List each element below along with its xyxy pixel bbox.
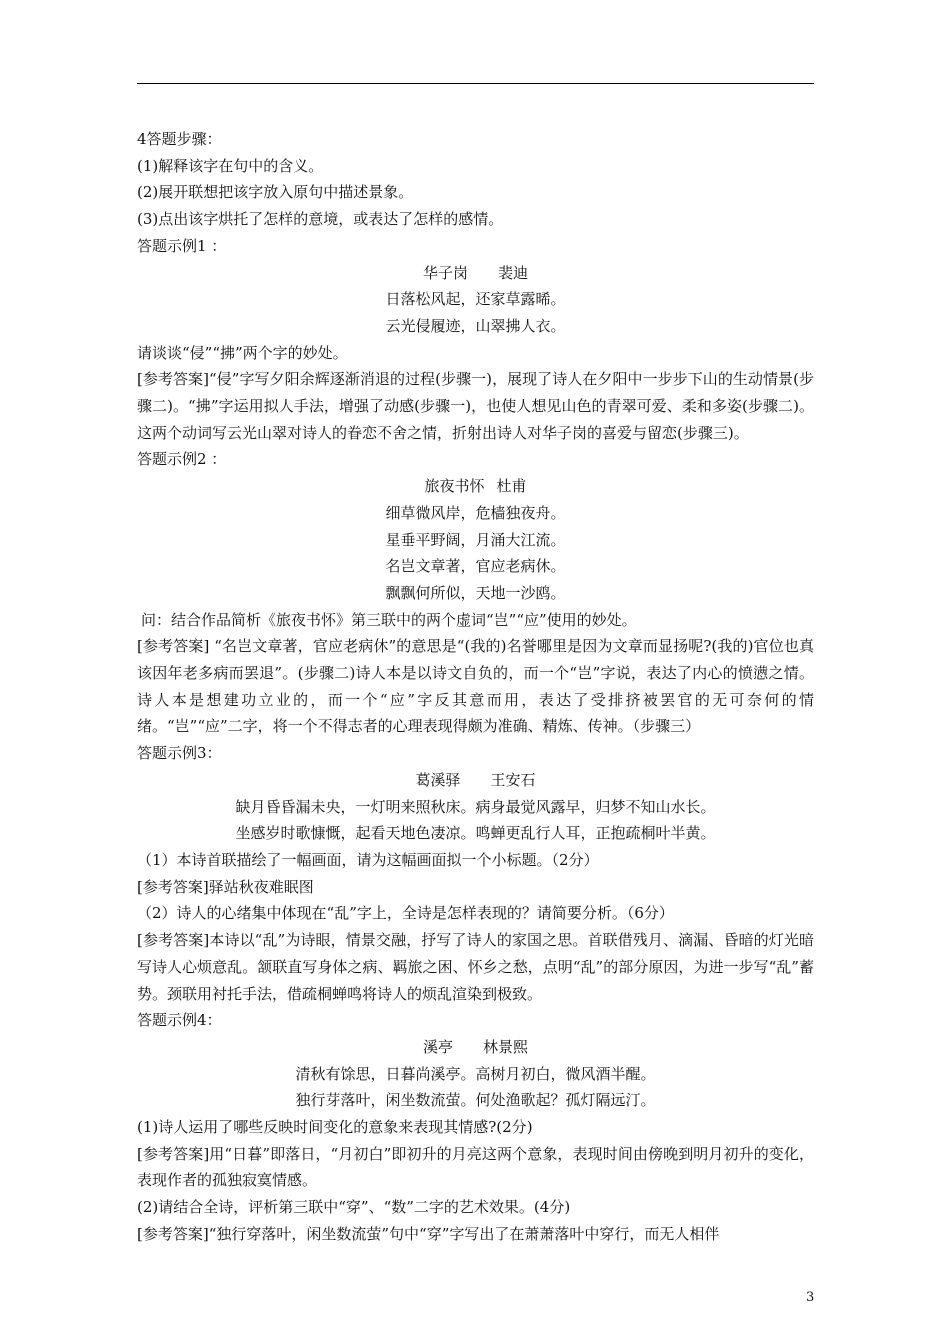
document-body xyxy=(137,126,814,1248)
example-4-question-2: (2)请结合全诗，评析第三联中“穿”、“数”二字的艺术效果。(4分) xyxy=(137,1198,571,1217)
example-4-answer-2: [参考答案]“独行穿落叶，闲坐数流萤”句中“穿”字写出了在萧萧落叶中穿行，而无人相伴 xyxy=(137,1224,720,1243)
poem-line: 坐感岁时歌慷慨，起看天地色凄凉。鸣蝉更乱行人耳，正抱疏桐叶半黄。 xyxy=(235,824,716,843)
example-2-heading xyxy=(137,473,814,500)
example-1-answer: [参考答案]“侵”字写夕阳余辉逐渐消退的过程(步骤一)，展现了诗人在夕阳中一步步下山的生动情景(步骤二)。“拂”字运用拟人手法，增强了动感(步骤一)，也使人想见山色的青翠可爱、柔和多姿(步骤二)。这两个动词写云光山翠对诗人的眷恋不舍之情，折射出诗人对华子岗的喜爱与留恋(步骤三)。 xyxy=(137,370,814,442)
example-3-label: 答题示例3： xyxy=(137,744,222,763)
example-2-answer: [参考答案] “名岂文章著，官应老病休”的意思是“(我的)名誉哪里是因为文章而显扬呢?(我的)官位也真该因年老多病而罢退”。(步骤二)诗人本是以诗文自负的，而一个“岂”字说，表达了内心的愤懑之情。诗人本是想建功立业的，而一个“应”字反其意而用，表达了受排挤被罢官的无可奈何的情绪。“岂”“应”二字，将一个不得志者的心理表现得颇为准确、精炼、传神。（步骤三） xyxy=(137,637,814,736)
example-1-heading xyxy=(137,260,814,287)
poem-author: 王安石 xyxy=(490,770,536,789)
poem-line: 清秋有馀思，日暮尚溪亭。高树月初白，微风酒半醒。 xyxy=(295,1064,656,1083)
poem-line: 细草微风岸，危樯独夜舟。 xyxy=(385,503,566,522)
step-1: (1)解释该字在句中的含义。 xyxy=(137,156,324,175)
poem-line: 飘飘何所似，天地一沙鸥。 xyxy=(385,583,566,602)
poem-author: 杜甫 xyxy=(496,477,527,496)
poem-author: 裴迪 xyxy=(498,263,529,282)
poem-line: 星垂平野阔，月涌大江流。 xyxy=(385,530,566,549)
example-3-answer-1: [参考答案]驿站秋夜难眠图 xyxy=(137,877,314,896)
poem-title: 溪亭 xyxy=(422,1037,453,1056)
page-number: 3 xyxy=(806,1290,815,1305)
poem-title: 华子岗 xyxy=(422,263,468,282)
example-4-answer-1: [参考答案]用“日暮”即落日，“月初白”即初升的月亮这两个意象，表现时间由傍晚到明月初升的变化，表现作者的孤独寂寞情感。 xyxy=(137,1144,814,1190)
step-2: (2)展开联想把该字放入原句中描述景象。 xyxy=(137,183,414,202)
step-3: (3)点出该字烘托了怎样的意境，或表达了怎样的感情。 xyxy=(137,210,504,229)
poem-title: 旅夜书怀 xyxy=(424,477,485,496)
poem-title: 葛溪驿 xyxy=(415,770,461,789)
example-3-answer-2: [参考答案]本诗以“乱”为诗眼，情景交融，抒写了诗人的家国之思。首联借残月、滴漏、昏暗的灯光暗写诗人心烦意乱。颔联直写身体之病、羁旅之困、怀乡之愁，点明“乱”的部分原因，为进一步写“乱”蓄势。颈联用衬托手法，借疏桐蝉鸣将诗人的烦乱渲染到极致。 xyxy=(137,931,814,1003)
poem-line: 独行芽落叶，闲坐数流萤。何处渔歌起？孤灯隔远汀。 xyxy=(295,1091,656,1110)
example-2-question: 问：结合作品简析《旅夜书怀》第三联中的两个虚词“岂”“应”使用的妙处。 xyxy=(141,610,637,629)
example-3-question-2: （2）诗人的心绪集中体现在“乱”字上，全诗是怎样表现的？请简要分析。（6分） xyxy=(137,904,674,923)
poem-line: 日落松风起，还家草露晞。 xyxy=(385,290,566,309)
steps-heading: 4答题步骤： xyxy=(137,130,222,148)
example-1-question: 请谈谈“侵”“拂”两个字的妙处。 xyxy=(137,343,348,362)
example-3-question-1: （1）本诗首联描绘了一幅画面，请为这幅画面拟一个小标题。（2分） xyxy=(137,850,599,869)
example-1-label: 答题示例1 ： xyxy=(137,236,227,255)
example-4-label: 答题示例4： xyxy=(137,1011,222,1030)
poem-author: 林景熙 xyxy=(483,1037,529,1056)
poem-line: 名岂文章著，官应老病休。 xyxy=(385,557,566,576)
poem-line: 缺月昏昏漏未央，一灯明来照秋床。病身最觉风露早，归梦不知山水长。 xyxy=(235,797,716,816)
example-4-heading xyxy=(137,1034,814,1061)
example-2-label: 答题示例2 ： xyxy=(137,450,227,469)
example-4-question-1: (1)诗人运用了哪些反映时间变化的意象来表现其情感?(2分) xyxy=(137,1118,533,1137)
example-3-heading xyxy=(137,767,814,794)
header-rule xyxy=(137,83,814,84)
poem-line: 云光侵履迹，山翠拂人衣。 xyxy=(385,316,566,335)
